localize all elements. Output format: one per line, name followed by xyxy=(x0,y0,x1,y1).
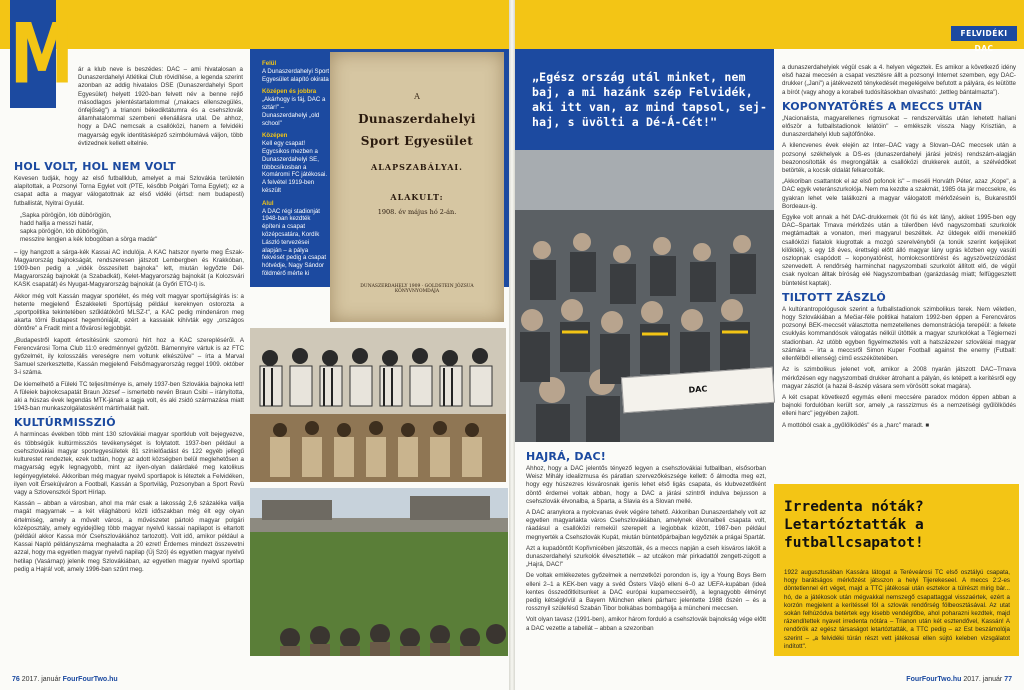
caption-label: Alul xyxy=(262,199,274,207)
paragraph: „Akkoriban csattantok el az első pofonok is" – meséli Horváth Péter, azaz „Kope", a DAC egyik veteránszurkolója. Nem ma kezdte a szakmát, 1985 óta jár meccsekre, és gyakran lehet vele találkozni a magyar válogatott mérkőzésein is, Bukaresttől Bordeaux-ig. xyxy=(782,178,1016,210)
founding-document-photo xyxy=(330,52,504,322)
right-page xyxy=(512,0,1024,690)
sepia-photo-figures xyxy=(250,414,506,482)
issue-date: 2017. január xyxy=(963,676,1003,683)
section-heading-tiltott-zaszlo: TILTOTT ZÁSZLÓ xyxy=(782,290,886,304)
site-link[interactable]: FourFourTwo.hu xyxy=(62,676,118,683)
drop-cap: M xyxy=(10,6,74,104)
section-tag: FELVIDÉKI DAC xyxy=(951,26,1017,41)
sidebar-box-heading: Irredenta nóták? Letartóztatták a futballcsapatot! xyxy=(784,499,924,551)
paragraph: a dunaszerdahelyiek végül csak a 4. helyen végeztek. És amikor a következő idény első hazai meccsén a csapat vesztésre állt a pozsonyi Internet szemben, egy DAC-drukker („Jani") a játékvezető ténykedését megelégelve befutott a pályára, és leütötte a bírót (vagy ahogy a korabeli tudósításokban olvasható: „tettleg bántalmazta"). xyxy=(782,64,1016,96)
section-heading-hol-volt: HOL VOLT, HOL NEM VOLT xyxy=(14,160,176,173)
intro-text: ár a klub neve is beszédes: DAC – ami hivatalosan a Dunaszerdahelyi Atlétikai Club rövidítése, a legenda szerint azonban az addig hivatalos DSE (Dunaszerdahelyi Sport Egyesület) helyett 1920-ban felvett név a benne rejlő másodlagos jelentéstartalommal („makacs ellenszegülés, önfejűség") a trianoni békediktátumra és a csehszlovák államhatalommal szembeni ellenállásra utal. De ahhoz, hogy a DAC nemcsak a csallóközi, hanem a felvidéki magyarság egyik identitásképző szimbólumává váljon, több évtizednek kellett eltelnie. xyxy=(78,66,243,147)
caption-text: A Dunaszerdahelyi Sport Egyesület alapító okirata xyxy=(262,67,330,83)
page-number: 77 xyxy=(1004,676,1012,683)
sepia-team-photo xyxy=(250,414,506,482)
booklet-a: A xyxy=(414,92,420,101)
paragraph: A kilencvenes évek elején az Inter–DAC vagy a Slovan–DAC meccsek után a pozsonyi székhelyek a DS-es (dunaszerdahelyi járási jelzés) rendszám-alagján beazonosították és megrongálták a csallóközi drukkerek autóit, a szélvédőket betörték, a kocsik oldalát felkarcolták. xyxy=(782,142,1016,175)
caption-text: Kell egy csapat! Egycsikos mezben a Dunaszerdahelyi SE, többcsíkosban a Komáromi FC játékosai. A felvétel 1919-ben készült xyxy=(262,140,328,194)
paragraph: Kassán – abban a városban, ahol ma már csak a lakosság 2,6 százaléka vallja magát magyarnak – a két világháború közti időszakban még élt egy olyan értelmiség, amely a művelt városi, a művészetet pártoló magyar polgári középosztály, amely egyidejűleg több magyar nyelvű kassai napilapot is eltartott (példáúl akkor Kassa mór Csehszlovákiához tartozott). Volt idő, amikor például a Kassai Napló példányszáma meghaladta a 20 ezret! Érdemes mindezt összevetni azzal, hogy ma egyetlen magyar nyelvű napilap (Új Szó) és egyetlen magyar nyelvű hetilap (Vasárnap) jelenik meg Szlovákiában, az egyetlen magyar nyelvű sportlap pedig a Hajrá! volt, amely 1996-ban szűnt meg. xyxy=(14,500,244,573)
paragraph: Akkor még volt Kassán magyar sportélet, és még volt magyar sportújságírás is: a hetente megjelenő Északkeleti Sportújság például kereknyen ostorozta a „sportpolitika tekintetében szűklátókörű MLSZ-t", a KAC pedig mindenáron meg akarta törni Budapest hegemóniáját, ezért a kassaiak kihívták egy „országos döntőre" a Fradit mint a fővárosi legjobbját. xyxy=(14,292,244,333)
sidebar-box xyxy=(774,484,1019,656)
right-text-column xyxy=(782,64,1016,476)
booklet-title-1: Dunaszerdahelyi xyxy=(358,112,476,126)
stadium-scene xyxy=(250,488,508,656)
page-number: 76 xyxy=(12,676,20,683)
paragraph: De voltak emlékezetes győzelmek a nemzetközi porondon is, így a Young Boys Bern elleni 2–1 a KEK-ben vagy a svéd Östers Växjö elleni 6–0 az UEFA-kupában (ideá kentes összedőltkitsunket a DAC európai kupameccseiről), a legnagyobb élményt pedig kétségkívül a Bayern München elleni párharc jelentette 1988 őszén – és a rossznyíl szülefésű Szabán Tibor bolkábas bombagólja a müncheni meccsen. xyxy=(526,572,766,613)
caption xyxy=(262,60,330,83)
paragraph: Kevesen tudják, hogy az első futballklub, amelyet a mai Szlovákia területén alapítottak, a Pozsonyi Torna Egylet volt (PTE, később Polgári Torna Egylet); ez a csapat adta a magyar válogatottnak az első vidéki (értsd: nem budapesti) futballistát, Nyitrai Gyulát. xyxy=(14,175,244,207)
caption xyxy=(262,88,330,127)
left-text-column xyxy=(14,160,244,650)
section-heading-koponyatores: KOPONYATÖRÉS A MECCS UTÁN xyxy=(782,99,983,113)
caption-column xyxy=(262,60,330,283)
hajra-dac-column xyxy=(526,450,766,672)
footer-right xyxy=(906,676,1012,683)
booklet-date: 1908. év május hó 2-án. xyxy=(377,208,457,216)
caption-label: Középen xyxy=(262,132,288,140)
site-link[interactable]: FourFourTwo.hu xyxy=(906,676,962,683)
booklet-title-2: Sport Egyesület xyxy=(360,134,474,148)
caption xyxy=(262,132,330,194)
paragraph: A két csapat következő egymás elleni meccsére paradox módon éppen abban a bajnoki fordulóban került sor, amely „a rasszizmus és a nemzetiségi gyűlölködés elleni harc" jegyében zajlott. xyxy=(782,393,1016,418)
intro-column xyxy=(78,66,243,170)
caption-text: „Akárhogy is fáj, DAC a sztár!" – Dunaszerdahelyi „old school" xyxy=(262,96,326,127)
poem-quote: „Sapka pörögjön, lób dübörögjön, hadd hallja a messzi határ, sapka pörögjön, lób dübörögjön, messzire lengjen a kék lobogóban a sörga madár" xyxy=(20,211,158,244)
caption-label: Felül xyxy=(262,60,277,67)
section-heading-kulturmisszio: KULTÚRMISSZIÓ xyxy=(14,416,116,430)
paragraph: Azt a kupadöntőt Kopřivnicében játszották, és a meccs napján a cseh kisváros lakóit a dunaszerdahelyi szurkolók élvesztették – az utcákon már pirkadattól zengett-zúgott a „Hajrá, DAC!" xyxy=(526,544,766,569)
issue-date: 2017. január xyxy=(21,676,61,683)
paragraph: A mottóból csak a „gyűlölködés" és a „harc" maradt. ■ xyxy=(782,421,930,429)
paragraph: – így hangzott a sárga-kék Kassai AC indulója. A KAC hatszor nyerte meg Észak-Magyarország bajnokságát, rendszeresen játszott Lembergben és Krakkóban, 1909-ben pedig a „vidék összesített bajnoka" lett, miután legyőzte Dél-Magyarország bajnokát (a Szabadkát), Kelet-Magyarország bajnokát (a Kolozsvári KASK csapatát) és Nyugat-Magyarország bajnokát (a Győri ETO-t) is. xyxy=(14,248,244,289)
paragraph: Volt olyan tavasz (1991-ben), amikor három forduló a csehszlovák bajnokság vége előtt a DAC vezette a tabellát – abban a szezonban xyxy=(526,616,766,632)
footer-left xyxy=(12,676,118,683)
caption xyxy=(262,200,330,278)
paragraph: „Budapestről kapott értesítésünk szomorú hírt hoz a KAC szereplésérõl. A Ferencvárosi Torna Club 11:0 eredménnyel győzött. Bámennyire vártuk is az FTC győzelmét, ily kolosszális vereségre nem voltunk elkészülve" – írta a Marval Samuel szerkesztette, Kassán megjelenő Felsőmagyarország reggel 1909. október 3-i száma. xyxy=(14,336,244,377)
pull-quote: „Egész ország utál minket, nem baj, a mi hazánk szép Felvidék, aki itt van, az mind tapsol, sej-haj, s üvölti a Dé-Á-Cét!" xyxy=(532,70,768,129)
sidebar-box-text: 1922 augusztusában Kassára látogat a Teréveárosi TC első osztályú csapata, hogy barátságos mérkőzést játsszon a helyi Tijerekeseel. A meccs 2:2-es döntetlennel ért véget, majd a TTC játékosai után esztekor a túlrészt mirig bár... hó, de a játékosok után mégvakkal nemszegő csapattaggal visszaértek, ezért a korzón megjelent a kerítéssel fól a szlovák rendőrség fölbeosztásával. Az utat sokán felhúzódva betértek egy kisebb vendéglőbe, ahol poharazni kezdtek, majd rázendítettek nyavet irredenta nótára – Trianon után két esztendővel, Kassán! A rendőrök az egész társaságot letartóztatták, a TTC pedig – az Est beszámolója szerint – „a felvidéki túrán részt vett játékosai ellen sújtó keleben vizsgálatot indított". xyxy=(784,569,1010,650)
paragraph: A DAC aranykora a nyolcvanas évek végére tehető. Akkoriban Dunaszerdahely volt az egyetlen magyarlakta város Csehszlovákiában, amelynek élvonalbeli csapata volt, ráadásul a csallóközi remekül szerepelt a legjobbak között, 1987-ben például megnyerték a Csehszlovák Kupát, miután büntetőpárbajban legyőzték a prágai Spartát. xyxy=(526,509,766,541)
old-stadium-photo xyxy=(250,488,508,656)
caption-text: A DAC régi stadionját 1948-ban kezdték építeni a csapat középcsatára, Kordík László tervezései alapján – a pálya fekvését pedig a csapat hótvédje, Nagy Sándor földmérő mérte ki xyxy=(262,207,327,277)
section-heading-hajra-dac: HAJRÁ, DAC! xyxy=(526,450,606,463)
paragraph: Egyike volt annak a hét DAC-drukkernek (öt fiú és két lány), akiket 1995-ben egy DAC–Spartak Trnava mérkőzés után a túlerőben lévő nagyszombati szurkolók megtámadtak a vonaton, meri magyarul beszéltek. Az üldegek előli menekülő csallóközi fiatalok kiugrottak a mozgó szerelvényből (a tonúk szerint ketjejüket kilökték), s egy 18 éves, érettségi előtt álló magyar lány ugrás közben egy vasúti oszlopnak csapódott – koponyatörést, homlokcsonttörést és agyszövetzúzódást szenvedett. A rendőrség harminchat nagyszombati szurkolót állított elő, de végül csak nyolcan álltak bíróság elé Nagyszombatban (garázdaság miatt; felfüggesztett büntetést kaptak). xyxy=(782,214,1016,287)
right-yellow-band xyxy=(512,0,1024,49)
paragraph: Az is szimbolikus jelenet volt, amikor a 2008 nyarán játszott DAC–Trnava mérkőzésen egy nagyszombati drukker átrohant a pályán, és letépett a kerítésről egy magyar zászlót (a hazai 8-ászép vásara sem vörösött sokat magára). xyxy=(782,366,1016,390)
paragraph: „Nacionalista, magyarellenes rigmusokat – rendszerváltás után lehetett hallani először a futballstadionok lelátóin" – emlékszik vissza Nagy Krisztián, a dunaszerdahelyi klub sajtófőnöke. xyxy=(782,114,1016,139)
page-gutter xyxy=(509,0,515,690)
left-yellow-band xyxy=(0,0,512,49)
paragraph: A harmincas években több mint 130 szlovákiai magyar sportklub volt bejegyezve, és többségük kultúrmissziós tevékenységet is folytatott. 1937-ben például a csehszlovákiai magyar sportegyesületek 81 színielőadást és 122 egyéb jellegű kulturestet rendeztek, ezek tudtán, hogy az adott községben belül meglehetősen a magyarság egyik legnagyobb, mint az ilyen-olyan dalárdaké meg katolikus legényegyleteké. Akkoriban még magyar nyelvű sportlapok is léteztek a Felvidéken, ilyen volt Érsekújváron a Football, Kassán a Sportvilág, Pozsonyban a Sport Revü vagy a Szlovenszkói Sport Hírlap. xyxy=(14,431,244,496)
booklet-printer: DUNASZERDAHELY 1909 · GOLDSTEIN JÓZSUA KÖNYVNYOMDÁJA xyxy=(360,284,474,294)
booklet-founded: ALAKULT: xyxy=(390,192,444,202)
caption-label: Középen és jobbra xyxy=(262,88,317,96)
fan-banner: DAC xyxy=(621,367,775,414)
paragraph: De kiemelhető a Füleki TC teljesítménye is, amely 1937-ben Szlovákia bajnoka lett! A füleiek bajnokcsapatát Braun József – ismertebb nevén Braun Csibi – irányította, aki a húszas évek legendás MTK-jának a tagja volt, és aki zsidó származása miatt 1943-ban munkaszolgálatosként mártírhalált halt. xyxy=(14,380,244,413)
booklet-subtitle: ALAPSZABÁLYAI. xyxy=(371,162,463,172)
drop-cap-block xyxy=(10,0,74,108)
paragraph: Ahhoz, hogy a DAC jelentős tényező legyen a csehszlovákiai futballban, elsősorban Weisz Mihály idealizmusa és páratlan szervezőkészsége kellett: ő álmodta meg ezt, hogy egy húszezres kisvárosnak igenis lehet első ligás csapata, és klubvezetőként döntő érdemei voltak abban, hogy a DAC a járási szintről indulva bejusson a csehszlovák élvonalba, a Sparta, a Slavia és a Slovan mellé. xyxy=(526,465,766,505)
paragraph: A kultúrantropológusok szerint a futballstadionok szimbolikus terek. Nem véletlen, hogy Szlovákiában a Mečiar-féle politikai hatalom 1992-ben éppen a Ferencváros pozsonyi BEK-meccsét választotta nemzetellenes demonstrációja terepéül: a fekete csuklyás kommandósok válogatás nélkül ütötték a magyar szurkolókat a Tégiernezi stadionban. Az utóbb egyben figyelmeztetés volt a hatszázezer szlovákiai magyar számára – írta a meccsről Simon Kuper Football against the enemy (Futball: ellenfélből ellenség) című esszékötetében. xyxy=(782,305,1016,363)
